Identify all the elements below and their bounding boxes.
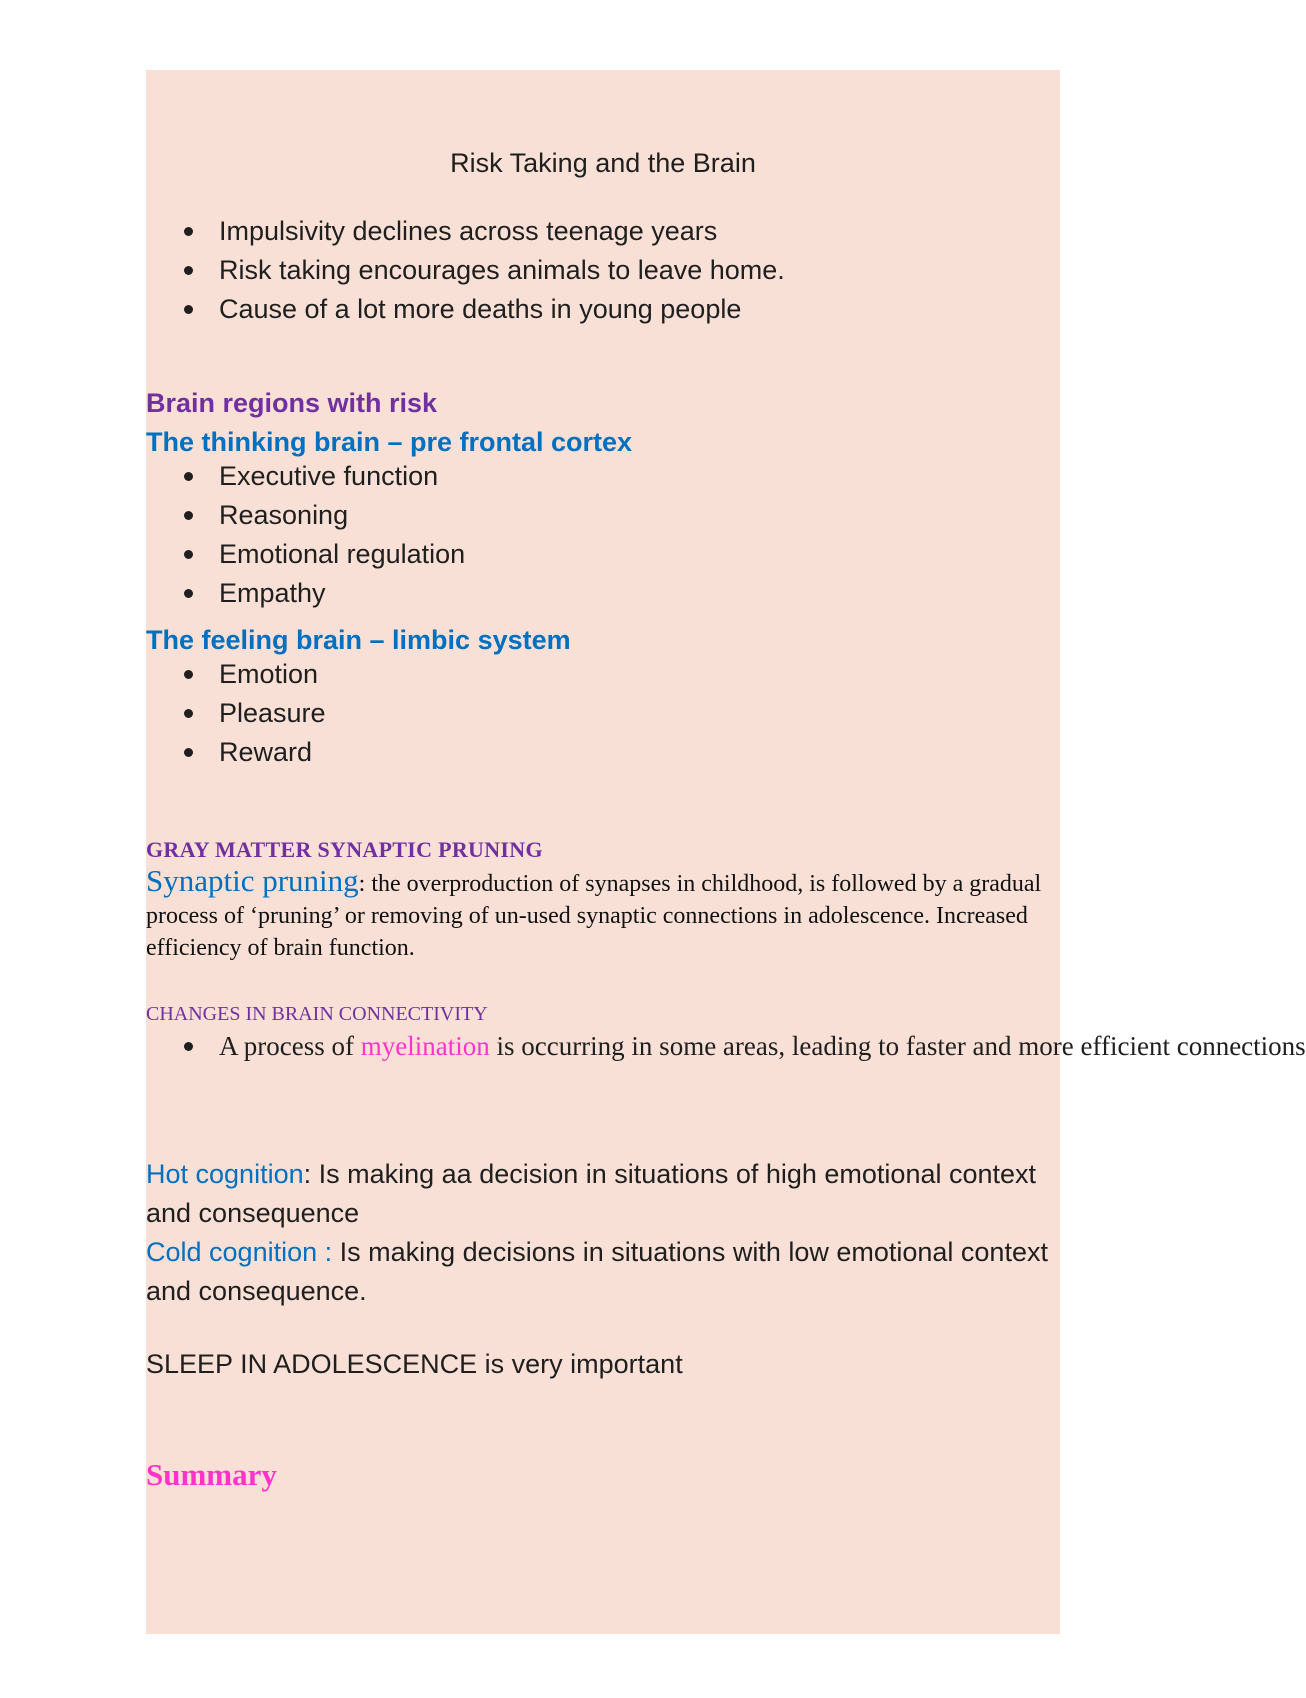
synaptic-pruning-term: Synaptic pruning: [146, 863, 359, 898]
synaptic-pruning-paragraph: [146, 865, 1056, 964]
hot-cognition-term: Hot cognition: [146, 1159, 304, 1189]
list-item: Empathy: [146, 574, 465, 613]
intro-bullet-list: [146, 212, 785, 329]
summary-heading: Summary: [146, 1457, 277, 1492]
feeling-brain-heading: The feeling brain – limbic system: [146, 625, 571, 655]
bullet-icon: [184, 511, 193, 520]
page-title: Risk Taking and the Brain: [450, 148, 756, 178]
list-item: Impulsivity declines across teenage years: [146, 212, 785, 251]
list-item: Reasoning: [146, 496, 465, 535]
list-item: Cause of a lot more deaths in young people: [146, 290, 785, 329]
bullet-icon: [184, 266, 193, 275]
list-item: Pleasure: [146, 694, 326, 733]
hot-cognition-paragraph: Hot cognition: Is making aa decision in situations of high emotional context and consequence: [146, 1159, 1037, 1228]
bullet-icon: [184, 709, 193, 718]
feeling-bullet-list: [146, 655, 326, 772]
bullet-icon: [184, 227, 193, 236]
bullet-icon: [184, 472, 193, 481]
cold-cognition-paragraph: Cold cognition : Is making decisions in situations with low emotional context and consequence.: [146, 1237, 1048, 1306]
connectivity-heading: CHANGES IN BRAIN CONNECTIVITY: [146, 1003, 488, 1025]
cold-cognition-term: Cold cognition :: [146, 1237, 333, 1267]
connectivity-bullet-list: [146, 1027, 1306, 1066]
list-item: Emotional regulation: [146, 535, 465, 574]
list-item: A process of myelination is occurring in some areas, leading to faster and more efficient connections: [146, 1027, 1057, 1066]
thinking-brain-heading: The thinking brain – pre frontal cortex: [146, 427, 633, 457]
thinking-bullet-list: [146, 457, 465, 613]
bullet-icon: [184, 670, 193, 679]
bullet-icon: [184, 1042, 193, 1051]
list-item: Risk taking encourages animals to leave home.: [146, 251, 785, 290]
list-item: Executive function: [146, 457, 465, 496]
myelination-term: myelination: [360, 1031, 490, 1061]
bullet-icon: [184, 589, 193, 598]
bullet-icon: [184, 550, 193, 559]
sleep-statement: SLEEP IN ADOLESCENCE is very important: [146, 1349, 683, 1379]
document-page: [146, 70, 1306, 1634]
brain-regions-heading: Brain regions with risk: [146, 388, 438, 418]
bullet-icon: [184, 748, 193, 757]
synaptic-pruning-definition: : the overproduction of synapses in childhood, is followed by a gradual process of ‘pruning’ or removing of un-used synaptic connections in adolescence. Increased efficiency of brain function.: [146, 871, 1042, 961]
bullet-icon: [184, 305, 193, 314]
list-item: Reward: [146, 733, 326, 772]
gray-matter-heading: GRAY MATTER SYNAPTIC PRUNING: [146, 837, 543, 862]
list-item: Emotion: [146, 655, 326, 694]
